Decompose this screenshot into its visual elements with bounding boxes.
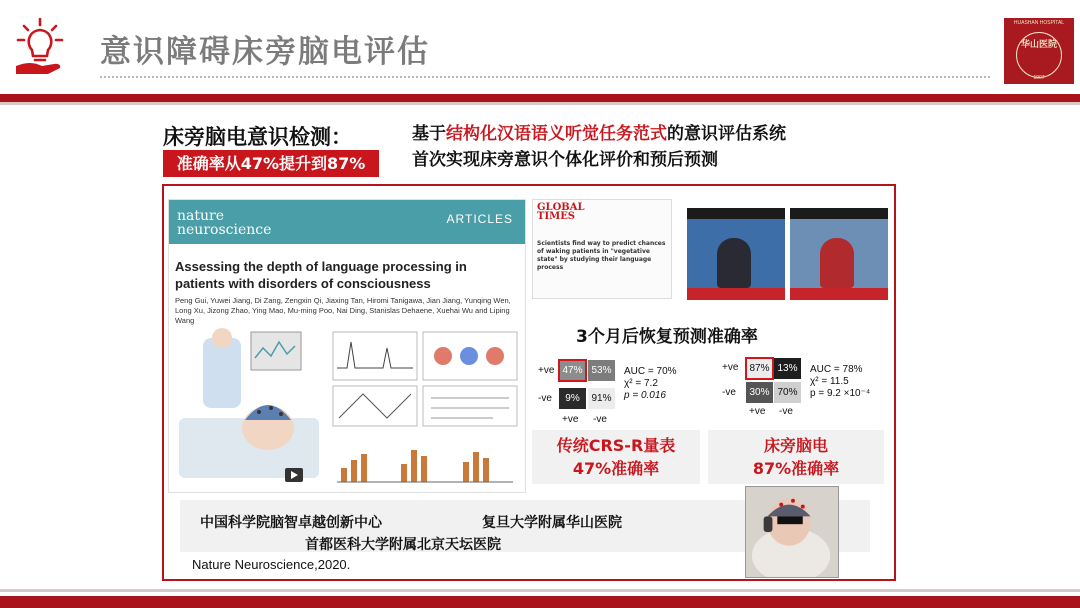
logo-year: 1907	[1033, 75, 1045, 81]
matrix-cell: 13%	[774, 358, 801, 379]
matrix-stats	[624, 366, 677, 402]
tv-news-screenshot-2	[790, 208, 888, 300]
matrix-col-label: -ve	[779, 406, 793, 417]
chi-value: χ² = 7.2	[624, 378, 658, 389]
lightbulb-hand-icon	[14, 16, 66, 76]
infant-eeg-photo	[745, 486, 839, 578]
matrix-row-label: +ve	[538, 365, 555, 376]
tv-top-bar	[687, 208, 785, 219]
headline-description	[412, 121, 786, 173]
matrix-row-label: +ve	[722, 362, 739, 373]
matrix-cell: 9%	[559, 388, 586, 409]
auc-value: AUC = 78%	[810, 364, 863, 375]
tv-news-screenshot-1	[687, 208, 785, 300]
matrix-col-label: +ve	[749, 406, 766, 417]
institution-3: 首都医科大学附属北京天坛医院	[305, 537, 501, 553]
matrix-cell: 47%	[559, 360, 586, 381]
paper-authors: Peng Gui, Yuwei Jiang, Di Zang, Zengxin Qi, Jiaxing Tan, Hiromi Tanigawa, Jian Jiang, Yunqing Wen, Long Xu, Jizong Zhao, Ying Mao, Mu-ming Poo, Nai Ding, Stanislas Dehaene, Xuehai Wu and Liping Wang	[175, 296, 511, 325]
page-title: 意识障碍床旁脑电评估	[100, 34, 430, 70]
headline-line-1-post: 的意识评估系统	[667, 124, 786, 144]
matrix-row-label: -ve	[722, 387, 736, 398]
matrix-cell: 91%	[588, 388, 615, 409]
prediction-title: 3个月后恢复预测准确率	[576, 327, 758, 347]
paper-title: Assessing the depth of language processing in patients with disorders of consciousness	[175, 259, 467, 291]
news-anchor	[717, 238, 751, 288]
tv-ticker	[790, 288, 888, 300]
eeg-accuracy: 87%准确率	[752, 459, 840, 478]
header-shadow-bar	[0, 102, 1080, 105]
hospital-logo	[1004, 18, 1074, 84]
news-headline: Scientists find way to predict chances of waking patients in "vegetative state" by studying their language process	[537, 240, 666, 271]
crs-r-accuracy: 47%准确率	[572, 459, 660, 478]
title-dotted-divider	[100, 76, 990, 78]
header-red-bar	[0, 94, 1080, 102]
p-value: p = 0.016	[624, 390, 666, 401]
headline-highlight: 结构化汉语语义听觉任务范式	[446, 124, 667, 144]
matrix-col-label: -ve	[593, 414, 607, 425]
eeg-label-box	[708, 430, 884, 484]
institution-1: 中国科学院脑智卓越创新中心	[200, 515, 382, 531]
matrix-row-label: -ve	[538, 393, 552, 404]
auc-value: AUC = 70%	[624, 366, 677, 377]
matrix-col-label: +ve	[562, 414, 579, 425]
crs-r-label: 传统CRS-R量表	[556, 436, 676, 455]
matrix-cell: 53%	[588, 360, 615, 381]
journal-name: nature neuroscience	[177, 208, 272, 238]
headline-line-1-pre: 基于	[412, 124, 446, 144]
logo-ring	[1016, 32, 1062, 78]
headline-label: 床旁脑电意识检测：	[163, 125, 352, 149]
paper-figure-illustration	[173, 328, 523, 490]
headline-line-2: 首次实现床旁意识个体化评价和预后预测	[412, 150, 718, 170]
institution-2: 复旦大学附属华山医院	[482, 515, 622, 531]
matrix-cell: 30%	[746, 382, 773, 403]
eeg-label: 床旁脑电	[763, 436, 828, 455]
paper-screenshot	[168, 199, 526, 493]
matrix-cell: 87%	[746, 358, 773, 379]
tv-top-bar	[790, 208, 888, 219]
tv-ticker	[687, 288, 785, 300]
chi-value: χ² = 11.5	[810, 376, 849, 387]
p-value: p = 9.2 ×10⁻⁴	[810, 388, 871, 399]
footer-shadow-bar	[0, 589, 1080, 592]
crs-r-label-box	[532, 430, 700, 484]
matrix-cell: 70%	[774, 382, 801, 403]
news-screenshot	[532, 199, 672, 299]
articles-label: ARTICLES	[446, 212, 513, 226]
accuracy-tag: 准确率从47%提升到87%	[163, 150, 379, 177]
footer-red-bar	[0, 596, 1080, 608]
citation: Nature Neuroscience,2020.	[192, 557, 351, 572]
headline-line-1	[412, 121, 786, 147]
matrix-stats	[810, 364, 870, 400]
news-masthead: GLOBAL TIMES	[537, 202, 585, 222]
logo-text-en: HUASHAN HOSPITAL	[1013, 20, 1065, 26]
news-anchor	[820, 238, 854, 288]
logo-text-cn: 华山医院	[1020, 40, 1057, 50]
